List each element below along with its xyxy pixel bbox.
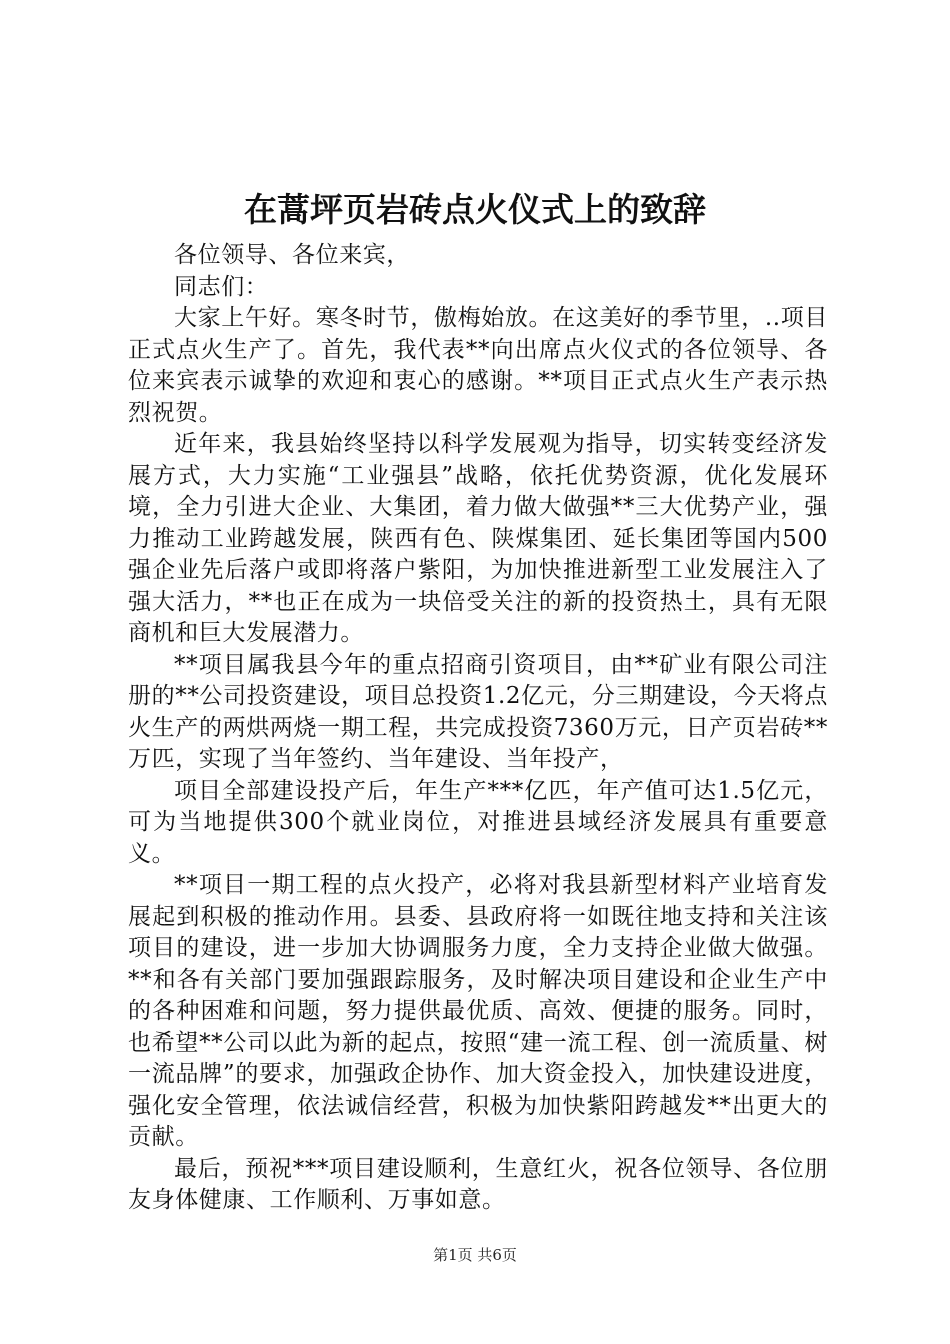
document-title: 在蒿坪页岩砖点火仪式上的致辞 <box>244 190 706 229</box>
salutation-comrades: 同志们： <box>174 273 269 300</box>
salutation-leaders: 各位领导、各位来宾， <box>174 242 410 268</box>
paragraph-development: 近年来，我县始终坚持以科学发展观为指导，切实转变经济发展方式，大力实施“工业强县”战略，依托优势资源，优化发展环境，全力引进大企业、大集团，着力做大做强**三大优势产业，强力推动工业跨越发展，陕西有色、陕煤集团、延长集团等国内500强企业先后落户或即将落户紫阳，为加快推进新型工业发展注入了强大活力，**也正在成为一块倍受关注的新的投资热土，具有无限商机和巨大发展潜力。 <box>128 431 828 646</box>
paragraph-project-investment: **项目属我县今年的重点招商引资项目，由**矿业有限公司注册的**公司投资建设，项目总投资1.2亿元，分三期建设，今天将点火生产的两烘两烧一期工程，共完成投资7360万元，日产页岩砖**万匹，实现了当年签约、当年建设、当年投产， <box>128 651 828 772</box>
paragraph-project-output: 项目全部建设投产后，年生产***亿匹，年产值可达1.5亿元，可为当地提供300个就业岗位，对推进县域经济发展具有重要意义。 <box>128 777 828 867</box>
paragraph-support: **项目一期工程的点火投产，必将对我县新型材料产业培育发展起到积极的推动作用。县委、县政府将一如既往地支持和关注该项目的建设，进一步加大协调服务力度，全力支持企业做大做强。**和各有关部门要加强跟踪服务，及时解决项目建设和企业生产中的各种困难和问题，努力提供最优质、高效、便捷的服务。同时，也希望**公司以此为新的起点，按照“建一流工程、创一流质量、树一流品牌”的要求，加强政企协作、加大资金投入，加快建设进度，强化安全管理，依法诚信经营，积极为加快紫阳跨越发**出更大的贡献。 <box>128 872 828 1150</box>
paragraph-greeting: 大家上午好。寒冬时节，傲梅始放。在这美好的季节里，..项目正式点火生产了。首先，我代表**向出席点火仪式的各位领导、各位来宾表示诚挚的欢迎和衷心的感谢。**项目正式点火生产表示热烈祝贺。 <box>128 305 828 426</box>
paragraph-closing: 最后，预祝***项目建设顺利，生意红火，祝各位领导、各位朋友身体健康、工作顺利、万事如意。 <box>128 1155 828 1213</box>
page-number: 第1页 共6页 <box>433 1246 517 1264</box>
document-body <box>128 240 828 1217</box>
